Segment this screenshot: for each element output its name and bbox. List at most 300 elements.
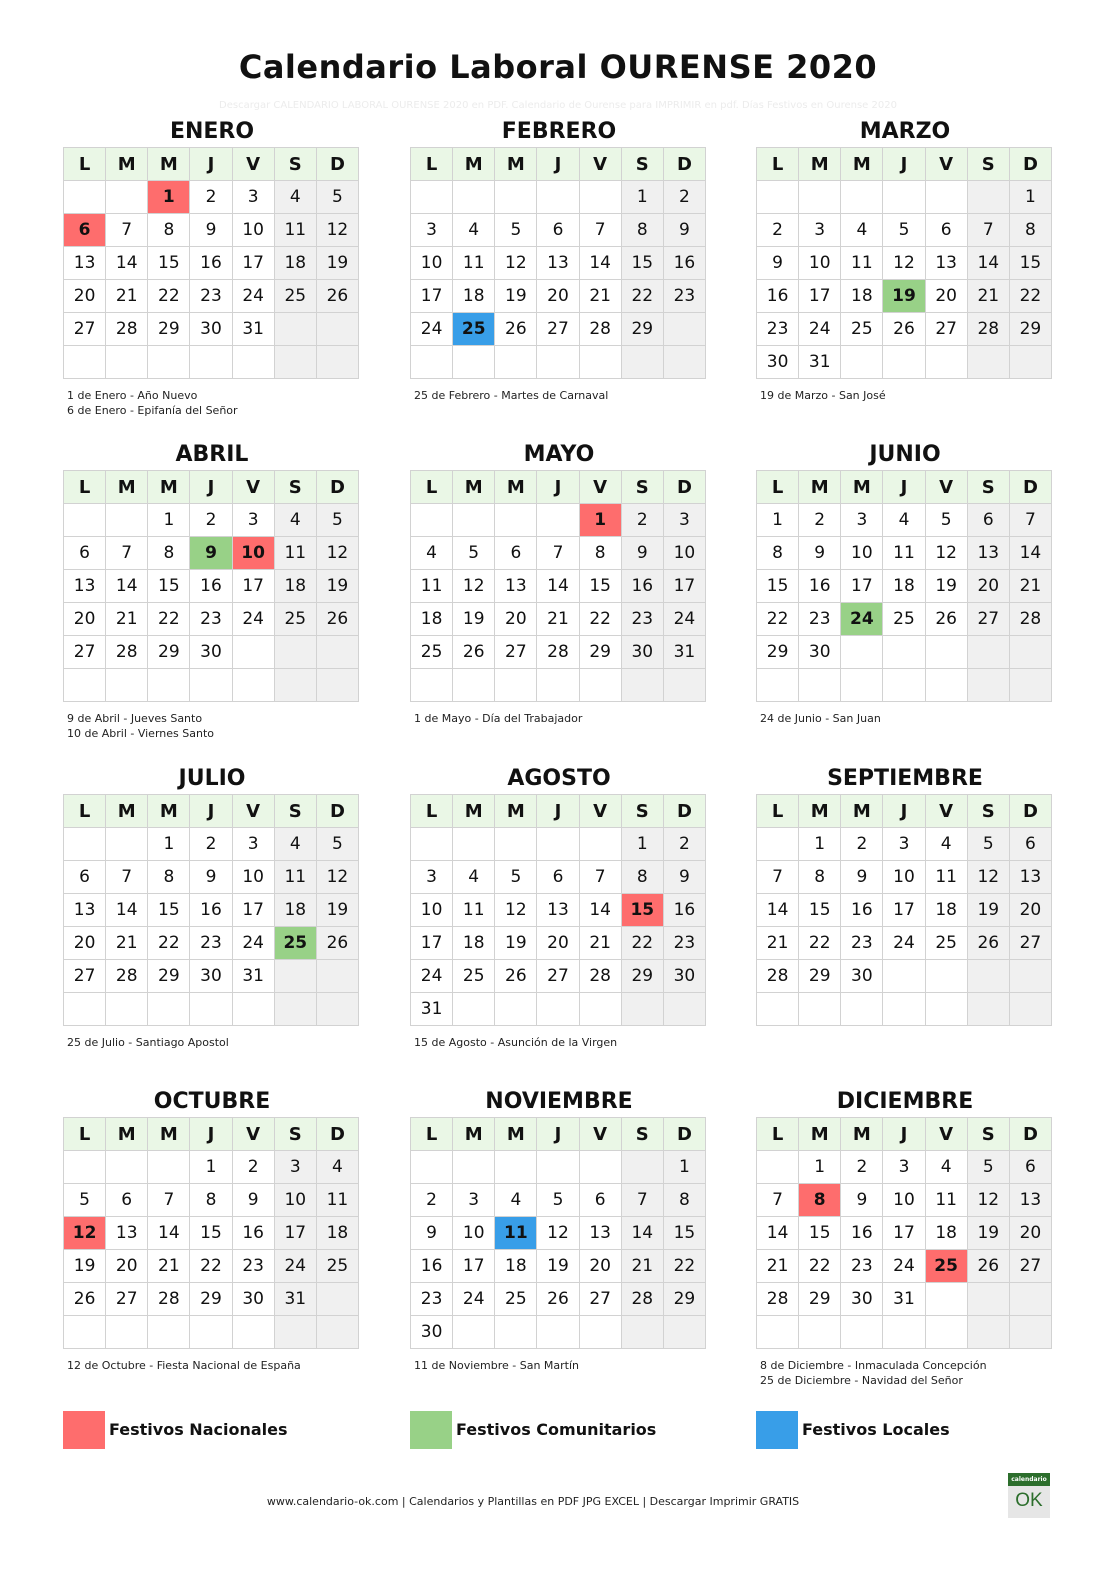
month-name: JUNIO — [869, 442, 941, 467]
day-cell: 15 — [1009, 247, 1051, 280]
day-cell: 19 — [316, 570, 358, 603]
day-cell: 27 — [106, 1283, 148, 1316]
day-cell: 27 — [64, 960, 106, 993]
day-cell: 30 — [411, 1316, 453, 1349]
week-row — [757, 993, 1052, 1026]
week-row — [64, 247, 359, 280]
empty-day-cell — [148, 1316, 190, 1349]
month-name: JULIO — [178, 766, 246, 791]
day-cell: 19 — [967, 894, 1009, 927]
day-cell: 29 — [579, 636, 621, 669]
footer-text: www.calendario-ok.com | Calendarios y Plantillas en PDF JPG EXCEL | Descargar Imprimir GRATIS — [266, 1495, 800, 1508]
day-cell: 4 — [274, 828, 316, 861]
month-name: OCTUBRE — [153, 1089, 271, 1114]
day-cell: 28 — [579, 960, 621, 993]
day-cell: 13 — [967, 537, 1009, 570]
weekday-header-row — [411, 795, 706, 828]
day-cell: 5 — [316, 181, 358, 214]
holiday-notes — [67, 711, 214, 741]
day-cell: 15 — [757, 570, 799, 603]
empty-day-cell — [232, 346, 274, 379]
weekday-header: M — [841, 1118, 883, 1151]
weekday-header: V — [232, 471, 274, 504]
day-cell: 17 — [274, 1217, 316, 1250]
holiday-note: 12 de Octubre - Fiesta Nacional de España — [67, 1359, 301, 1372]
weekday-header: V — [232, 148, 274, 181]
day-cell: 14 — [537, 570, 579, 603]
day-cell: 16 — [841, 1217, 883, 1250]
day-cell: 4 — [495, 1184, 537, 1217]
weekday-header: D — [316, 471, 358, 504]
weekday-header: D — [663, 148, 705, 181]
holiday-notes — [760, 388, 886, 403]
week-row — [64, 993, 359, 1026]
day-cell: 17 — [841, 570, 883, 603]
holiday-notes — [760, 1358, 987, 1388]
day-cell: 3 — [663, 504, 705, 537]
empty-day-cell — [799, 993, 841, 1026]
day-cell: 17 — [663, 570, 705, 603]
weekday-header-row — [757, 471, 1052, 504]
day-cell: 18 — [841, 280, 883, 313]
week-row — [757, 214, 1052, 247]
day-cell: 16 — [411, 1250, 453, 1283]
holiday-day-cell: 11 — [495, 1217, 537, 1250]
weekday-header: L — [64, 471, 106, 504]
day-cell: 27 — [64, 636, 106, 669]
day-cell: 13 — [537, 894, 579, 927]
day-cell: 20 — [579, 1250, 621, 1283]
legend-swatch — [756, 1411, 798, 1449]
day-cell: 12 — [453, 570, 495, 603]
week-row — [757, 504, 1052, 537]
day-cell: 26 — [453, 636, 495, 669]
holiday-notes — [67, 1035, 229, 1050]
holiday-day-cell: 8 — [799, 1184, 841, 1217]
empty-day-cell — [232, 636, 274, 669]
empty-day-cell — [579, 1316, 621, 1349]
weekday-header: D — [663, 471, 705, 504]
day-cell: 3 — [232, 504, 274, 537]
month-table — [63, 147, 359, 379]
day-cell: 19 — [925, 570, 967, 603]
week-row — [64, 861, 359, 894]
month-name: SEPTIEMBRE — [827, 766, 983, 791]
empty-day-cell — [1009, 669, 1051, 702]
day-cell: 4 — [274, 181, 316, 214]
day-cell: 11 — [925, 861, 967, 894]
weekday-header: L — [64, 1118, 106, 1151]
day-cell: 27 — [537, 313, 579, 346]
holiday-day-cell: 15 — [621, 894, 663, 927]
weekday-header: J — [190, 795, 232, 828]
empty-day-cell — [106, 1316, 148, 1349]
day-cell: 4 — [925, 1151, 967, 1184]
empty-day-cell — [274, 346, 316, 379]
empty-day-cell — [453, 346, 495, 379]
empty-day-cell — [495, 346, 537, 379]
day-cell: 14 — [967, 247, 1009, 280]
weekday-header-row — [64, 1118, 359, 1151]
day-cell: 28 — [1009, 603, 1051, 636]
day-cell: 6 — [64, 537, 106, 570]
empty-day-cell — [967, 1316, 1009, 1349]
day-cell: 11 — [841, 247, 883, 280]
day-cell: 9 — [799, 537, 841, 570]
day-cell: 8 — [579, 537, 621, 570]
day-cell: 18 — [274, 894, 316, 927]
day-cell: 1 — [757, 504, 799, 537]
day-cell: 24 — [274, 1250, 316, 1283]
day-cell: 16 — [621, 570, 663, 603]
day-cell: 17 — [232, 247, 274, 280]
day-cell: 12 — [316, 861, 358, 894]
day-cell: 5 — [537, 1184, 579, 1217]
week-row — [411, 313, 706, 346]
month-table — [63, 470, 359, 702]
weekday-header: V — [579, 795, 621, 828]
holiday-notes — [760, 711, 881, 726]
empty-day-cell — [495, 828, 537, 861]
weekday-header: M — [495, 148, 537, 181]
day-cell: 2 — [663, 181, 705, 214]
week-row — [64, 313, 359, 346]
day-cell: 15 — [148, 570, 190, 603]
day-cell: 1 — [148, 828, 190, 861]
day-cell: 22 — [148, 280, 190, 313]
month-table — [63, 794, 359, 1026]
week-row — [64, 214, 359, 247]
weekday-header-row — [64, 471, 359, 504]
empty-day-cell — [190, 669, 232, 702]
day-cell: 7 — [967, 214, 1009, 247]
weekday-header: S — [274, 1118, 316, 1151]
weekday-header-row — [411, 148, 706, 181]
holiday-note: 25 de Diciembre - Navidad del Señor — [760, 1374, 963, 1387]
week-row — [411, 1283, 706, 1316]
empty-day-cell — [495, 1151, 537, 1184]
weekday-header: M — [106, 148, 148, 181]
week-row — [757, 636, 1052, 669]
day-cell: 28 — [757, 1283, 799, 1316]
day-cell: 27 — [64, 313, 106, 346]
day-cell: 24 — [883, 1250, 925, 1283]
holiday-note: 25 de Febrero - Martes de Carnaval — [414, 389, 609, 402]
day-cell: 2 — [621, 504, 663, 537]
day-cell: 28 — [967, 313, 1009, 346]
weekday-header: M — [799, 795, 841, 828]
day-cell: 3 — [274, 1151, 316, 1184]
day-cell: 7 — [537, 537, 579, 570]
weekday-header-row — [757, 148, 1052, 181]
day-cell: 8 — [148, 537, 190, 570]
empty-day-cell — [579, 993, 621, 1026]
weekday-header: D — [316, 148, 358, 181]
day-cell: 13 — [1009, 1184, 1051, 1217]
week-row — [64, 669, 359, 702]
empty-day-cell — [579, 669, 621, 702]
day-cell: 1 — [190, 1151, 232, 1184]
holiday-day-cell: 25 — [453, 313, 495, 346]
day-cell: 28 — [106, 636, 148, 669]
weekday-header: V — [579, 471, 621, 504]
day-cell: 6 — [1009, 828, 1051, 861]
day-cell: 28 — [621, 1283, 663, 1316]
day-cell: 12 — [495, 894, 537, 927]
month-name: ENERO — [169, 119, 255, 144]
day-cell: 12 — [967, 1184, 1009, 1217]
weekday-header: M — [453, 148, 495, 181]
weekday-header: M — [106, 1118, 148, 1151]
day-cell: 9 — [663, 214, 705, 247]
day-cell: 29 — [621, 313, 663, 346]
empty-day-cell — [64, 993, 106, 1026]
day-cell: 23 — [190, 280, 232, 313]
week-row — [64, 960, 359, 993]
day-cell: 15 — [190, 1217, 232, 1250]
day-cell: 23 — [190, 603, 232, 636]
month-table — [410, 147, 706, 379]
day-cell: 21 — [537, 603, 579, 636]
day-cell: 14 — [106, 247, 148, 280]
day-cell: 27 — [537, 960, 579, 993]
empty-day-cell — [883, 636, 925, 669]
month-name: NOVIEMBRE — [485, 1089, 633, 1114]
legend-swatch — [410, 1411, 452, 1449]
empty-day-cell — [663, 993, 705, 1026]
day-cell: 23 — [799, 603, 841, 636]
weekday-header-row — [757, 1118, 1052, 1151]
week-row — [411, 960, 706, 993]
empty-day-cell — [274, 1316, 316, 1349]
weekday-header: S — [967, 148, 1009, 181]
day-cell: 30 — [190, 636, 232, 669]
weekday-header: J — [190, 1118, 232, 1151]
day-cell: 2 — [841, 1151, 883, 1184]
holiday-note: 25 de Julio - Santiago Apostol — [67, 1036, 229, 1049]
day-cell: 1 — [1009, 181, 1051, 214]
week-row — [64, 636, 359, 669]
day-cell: 14 — [757, 894, 799, 927]
weekday-header: S — [967, 1118, 1009, 1151]
empty-day-cell — [232, 669, 274, 702]
day-cell: 9 — [190, 861, 232, 894]
day-cell: 19 — [316, 894, 358, 927]
day-cell: 10 — [411, 247, 453, 280]
day-cell: 20 — [64, 280, 106, 313]
empty-day-cell — [537, 669, 579, 702]
empty-day-cell — [190, 346, 232, 379]
empty-day-cell — [453, 504, 495, 537]
day-cell: 26 — [925, 603, 967, 636]
day-cell: 26 — [316, 603, 358, 636]
week-row — [411, 247, 706, 280]
day-cell: 5 — [495, 214, 537, 247]
day-cell: 10 — [453, 1217, 495, 1250]
week-row — [64, 1283, 359, 1316]
day-cell: 4 — [453, 214, 495, 247]
day-cell: 13 — [495, 570, 537, 603]
day-cell: 3 — [883, 828, 925, 861]
empty-day-cell — [190, 1316, 232, 1349]
day-cell: 29 — [148, 960, 190, 993]
empty-day-cell — [148, 1151, 190, 1184]
empty-day-cell — [967, 636, 1009, 669]
week-row — [64, 1184, 359, 1217]
day-cell: 6 — [925, 214, 967, 247]
day-cell: 12 — [316, 537, 358, 570]
day-cell: 26 — [495, 313, 537, 346]
day-cell: 16 — [190, 247, 232, 280]
day-cell: 12 — [925, 537, 967, 570]
day-cell: 25 — [274, 280, 316, 313]
day-cell: 21 — [579, 927, 621, 960]
day-cell: 21 — [148, 1250, 190, 1283]
empty-day-cell — [757, 1151, 799, 1184]
day-cell: 30 — [841, 1283, 883, 1316]
day-cell: 17 — [883, 1217, 925, 1250]
weekday-header: D — [1009, 1118, 1051, 1151]
day-cell: 10 — [411, 894, 453, 927]
week-row — [64, 828, 359, 861]
day-cell: 22 — [663, 1250, 705, 1283]
holiday-note: 1 de Enero - Año Nuevo — [67, 389, 198, 402]
empty-day-cell — [841, 669, 883, 702]
day-cell: 24 — [232, 280, 274, 313]
day-cell: 23 — [841, 1250, 883, 1283]
empty-day-cell — [925, 960, 967, 993]
legend-swatch — [63, 1411, 105, 1449]
empty-day-cell — [64, 181, 106, 214]
day-cell: 18 — [925, 894, 967, 927]
week-row — [64, 181, 359, 214]
day-cell: 21 — [106, 280, 148, 313]
legend-label: Festivos Nacionales — [109, 1420, 288, 1439]
day-cell: 15 — [663, 1217, 705, 1250]
month-table — [756, 470, 1052, 702]
empty-day-cell — [537, 828, 579, 861]
day-cell: 26 — [316, 280, 358, 313]
holiday-notes — [414, 388, 608, 403]
empty-day-cell — [148, 669, 190, 702]
empty-day-cell — [925, 669, 967, 702]
day-cell: 12 — [967, 861, 1009, 894]
empty-day-cell — [316, 313, 358, 346]
day-cell: 16 — [757, 280, 799, 313]
day-cell: 6 — [1009, 1151, 1051, 1184]
weekday-header: S — [274, 471, 316, 504]
weekday-header: V — [579, 1118, 621, 1151]
week-row — [757, 280, 1052, 313]
day-cell: 20 — [64, 603, 106, 636]
week-row — [757, 1217, 1052, 1250]
empty-day-cell — [925, 636, 967, 669]
week-row — [64, 927, 359, 960]
empty-day-cell — [537, 1151, 579, 1184]
empty-day-cell — [841, 181, 883, 214]
weekday-header: M — [495, 471, 537, 504]
empty-day-cell — [232, 1316, 274, 1349]
day-cell: 10 — [274, 1184, 316, 1217]
empty-day-cell — [757, 828, 799, 861]
calendario-ok-logo[interactable] — [1008, 1473, 1050, 1518]
day-cell: 23 — [190, 927, 232, 960]
week-row — [757, 1250, 1052, 1283]
day-cell: 11 — [925, 1184, 967, 1217]
week-row — [411, 181, 706, 214]
day-cell: 25 — [411, 636, 453, 669]
day-cell: 3 — [453, 1184, 495, 1217]
week-row — [411, 861, 706, 894]
weekday-header: L — [64, 795, 106, 828]
day-cell: 16 — [841, 894, 883, 927]
day-cell: 8 — [621, 214, 663, 247]
day-cell: 31 — [663, 636, 705, 669]
month-table — [410, 1117, 706, 1349]
empty-day-cell — [495, 993, 537, 1026]
day-cell: 9 — [757, 247, 799, 280]
empty-day-cell — [883, 346, 925, 379]
empty-day-cell — [537, 504, 579, 537]
day-cell: 12 — [316, 214, 358, 247]
empty-day-cell — [411, 1151, 453, 1184]
day-cell: 1 — [799, 1151, 841, 1184]
legend-label: Festivos Comunitarios — [456, 1420, 657, 1439]
day-cell: 2 — [190, 504, 232, 537]
weekday-header: L — [411, 471, 453, 504]
empty-day-cell — [799, 181, 841, 214]
day-cell: 20 — [1009, 894, 1051, 927]
day-cell: 6 — [537, 214, 579, 247]
day-cell: 20 — [925, 280, 967, 313]
day-cell: 6 — [106, 1184, 148, 1217]
weekday-header: S — [621, 148, 663, 181]
day-cell: 6 — [495, 537, 537, 570]
day-cell: 30 — [841, 960, 883, 993]
logo-top-label: calendario — [1008, 1473, 1050, 1486]
empty-day-cell — [64, 1316, 106, 1349]
week-row — [757, 894, 1052, 927]
empty-day-cell — [883, 669, 925, 702]
day-cell: 12 — [537, 1217, 579, 1250]
empty-day-cell — [411, 346, 453, 379]
day-cell: 24 — [799, 313, 841, 346]
day-cell: 7 — [106, 861, 148, 894]
empty-day-cell — [537, 993, 579, 1026]
day-cell: 31 — [232, 960, 274, 993]
empty-day-cell — [579, 346, 621, 379]
weekday-header: M — [799, 471, 841, 504]
day-cell: 23 — [757, 313, 799, 346]
week-row — [64, 1316, 359, 1349]
holiday-day-cell: 1 — [579, 504, 621, 537]
day-cell: 26 — [883, 313, 925, 346]
day-cell: 18 — [495, 1250, 537, 1283]
day-cell: 15 — [799, 1217, 841, 1250]
day-cell: 19 — [495, 280, 537, 313]
day-cell: 7 — [148, 1184, 190, 1217]
day-cell: 11 — [453, 894, 495, 927]
day-cell: 9 — [663, 861, 705, 894]
day-cell: 22 — [799, 927, 841, 960]
week-row — [757, 1184, 1052, 1217]
week-row — [757, 181, 1052, 214]
weekday-header: D — [1009, 795, 1051, 828]
day-cell: 2 — [663, 828, 705, 861]
empty-day-cell — [148, 993, 190, 1026]
day-cell: 18 — [453, 280, 495, 313]
day-cell: 19 — [495, 927, 537, 960]
